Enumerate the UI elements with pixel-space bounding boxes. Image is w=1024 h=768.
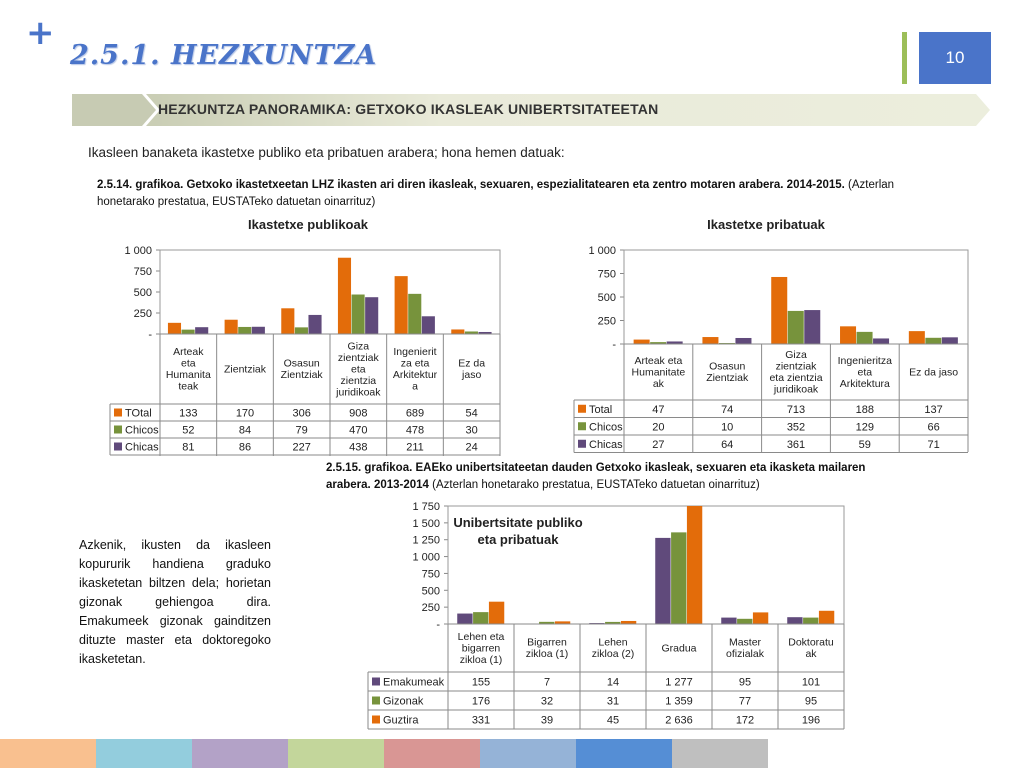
legend-swatch bbox=[114, 426, 122, 434]
bar-chicas bbox=[804, 310, 820, 344]
bar-total bbox=[168, 323, 181, 334]
category-label: Ez da bbox=[458, 357, 486, 370]
data-label: 352 bbox=[786, 421, 806, 434]
category-label: zientzia bbox=[340, 374, 377, 387]
data-label: 84 bbox=[238, 424, 252, 437]
bar-total bbox=[451, 329, 464, 334]
figure-caption-1 bbox=[97, 177, 937, 211]
legend-label: Total bbox=[589, 403, 613, 416]
data-label: 438 bbox=[349, 441, 368, 454]
bar-total bbox=[840, 326, 856, 344]
caption-1-bold: 2.5.14. grafikoa. Getxoko ikastetxeetan LHZ ikasten ari diren ikasleak, sexuaren, espezialitatearen eta zentro motaren arabera. 2014-2015. bbox=[97, 179, 845, 191]
conclusion-paragraph: Azkenik, ikusten da ikasleen kopururik handiena graduko ikasketetan biltzen dela; horietan gizonak gehiengoa dira. Emakumeek gizonak gainditzen dituzte master eta doktoregoko ikasketetan. bbox=[79, 538, 271, 666]
data-label: 59 bbox=[858, 438, 871, 451]
category-label: jaso bbox=[462, 369, 482, 381]
category-label: Osasun bbox=[283, 357, 320, 370]
legend-swatch bbox=[578, 422, 586, 430]
bar-total bbox=[338, 258, 351, 334]
caption-2-bold: 2.5.15. grafikoa. EAEko unibertsitateetan dauden Getxoko ikasleak, sexuaren eta ikasketa mailaren arabera. 2013-2014 bbox=[326, 462, 866, 491]
caption-2-source: (Azterlan honetarako prestatua, EUSTATeko datuetan oinarrituz) bbox=[428, 479, 760, 491]
data-label: 20 bbox=[652, 421, 665, 434]
data-label: 101 bbox=[801, 676, 821, 689]
figure-caption-2 bbox=[326, 460, 886, 494]
legend-swatch bbox=[114, 443, 122, 451]
y-tick-label: 250 bbox=[133, 308, 152, 320]
bar-chicos bbox=[182, 330, 195, 334]
legend-label: Guztira bbox=[383, 714, 419, 727]
data-label: 71 bbox=[927, 438, 940, 451]
category-label: Arteak bbox=[173, 346, 204, 358]
data-label: 14 bbox=[606, 676, 620, 689]
bar-emakumeak bbox=[787, 617, 802, 624]
plot-area-frame bbox=[160, 250, 500, 334]
category-label: Ingenierit bbox=[393, 346, 437, 358]
category-label: Arteak eta bbox=[634, 354, 683, 367]
bar-guztira bbox=[687, 506, 702, 624]
y-tick-label: - bbox=[612, 339, 616, 351]
data-label: 54 bbox=[465, 407, 478, 420]
bar-gizonak bbox=[803, 618, 818, 624]
bar-total bbox=[225, 320, 238, 334]
category-label: eta zientzia bbox=[769, 372, 823, 384]
bar-total bbox=[909, 331, 925, 344]
bottom-color-strip bbox=[0, 739, 768, 768]
data-label: 211 bbox=[406, 441, 424, 454]
bar-chicas bbox=[942, 337, 958, 344]
data-label: 27 bbox=[652, 438, 665, 451]
chart-universities bbox=[360, 496, 850, 732]
strip-block bbox=[192, 739, 288, 768]
slide-title: 2.5.1. HEZKUNTZA bbox=[70, 40, 378, 71]
data-label: 24 bbox=[465, 441, 478, 454]
data-label: 155 bbox=[471, 676, 491, 689]
legend-label: Chicas bbox=[589, 438, 623, 451]
chart-public-schools bbox=[100, 212, 506, 462]
category-label: Giza bbox=[347, 340, 370, 353]
data-label: 1 277 bbox=[665, 676, 693, 689]
y-tick-label: 1 000 bbox=[124, 245, 152, 257]
data-label: 306 bbox=[292, 407, 311, 420]
chart-private-schools bbox=[560, 212, 974, 456]
chart-title: eta pribatuak bbox=[477, 532, 559, 547]
data-label: 2 636 bbox=[665, 714, 693, 727]
y-tick-label: 750 bbox=[133, 266, 152, 278]
category-label: eta bbox=[857, 366, 873, 379]
y-tick-label: 750 bbox=[421, 568, 440, 581]
y-tick-label: 500 bbox=[133, 287, 152, 299]
chart-title: Ikastetxe pribatuak bbox=[707, 217, 825, 232]
bar-guztira bbox=[819, 611, 834, 624]
category-label: juridikoak bbox=[773, 383, 819, 396]
category-label: zikloa (1) bbox=[525, 648, 569, 660]
legend-label: Chicos bbox=[589, 421, 623, 434]
bar-gizonak bbox=[737, 619, 752, 624]
category-label: Ingenieritza bbox=[837, 354, 892, 367]
category-label: Zientziak bbox=[706, 372, 749, 384]
data-label: 39 bbox=[540, 714, 554, 727]
category-label: eta bbox=[181, 357, 196, 370]
data-label: 86 bbox=[238, 441, 252, 454]
strip-block bbox=[576, 739, 672, 768]
intro-text: Ikasleen banaketa ikastetxe publiko eta pribatuen arabera; hona hemen datuak: bbox=[88, 145, 565, 160]
category-label: Doktoratu bbox=[788, 636, 834, 649]
category-label: zientziak bbox=[775, 360, 817, 373]
bar-chicos bbox=[857, 332, 873, 344]
y-tick-label: - bbox=[148, 329, 152, 341]
data-label: 188 bbox=[855, 403, 874, 416]
category-label: Gradua bbox=[661, 642, 697, 655]
legend-swatch bbox=[114, 409, 122, 417]
strip-block bbox=[96, 739, 192, 768]
legend-swatch bbox=[372, 716, 380, 724]
data-label: 478 bbox=[405, 424, 425, 437]
data-label: 172 bbox=[735, 714, 755, 727]
data-label: 227 bbox=[292, 441, 311, 454]
bar-gizonak bbox=[671, 532, 686, 624]
data-label: 95 bbox=[804, 695, 818, 708]
category-label: ak bbox=[805, 648, 817, 660]
data-label: 361 bbox=[786, 438, 806, 451]
category-label: Osasun bbox=[709, 360, 746, 373]
bar-total bbox=[771, 277, 787, 344]
category-label: Ez da jaso bbox=[909, 366, 959, 379]
legend-swatch bbox=[578, 440, 586, 448]
data-label: 196 bbox=[801, 714, 821, 727]
legend-label: Chicas bbox=[125, 441, 159, 454]
bar-chicas bbox=[195, 327, 208, 334]
y-tick-label: 250 bbox=[421, 602, 440, 615]
data-label: 81 bbox=[182, 441, 195, 454]
y-tick-label: - bbox=[436, 619, 440, 631]
category-label: Zientziak bbox=[280, 369, 323, 381]
bar-chicos bbox=[352, 295, 365, 334]
category-label: za eta bbox=[400, 357, 430, 370]
banner-title: HEZKUNTZA PANORAMIKA: GETXOKO IKASLEAK UNIBERTSITATEETAN bbox=[158, 101, 659, 117]
bar-guztira bbox=[753, 612, 768, 624]
data-label: 176 bbox=[471, 695, 491, 708]
data-label: 133 bbox=[179, 407, 198, 420]
data-label: 52 bbox=[182, 424, 195, 437]
category-label: Humanita bbox=[165, 369, 211, 381]
data-label: 45 bbox=[606, 714, 620, 727]
strip-block bbox=[384, 739, 480, 768]
category-label: Humanitate bbox=[631, 366, 686, 379]
chart-title: Unibertsitate publiko bbox=[453, 515, 583, 530]
category-label: juridikoak bbox=[336, 386, 381, 399]
data-label: 331 bbox=[471, 714, 491, 727]
bar-chicas bbox=[308, 315, 321, 334]
bar-chicos bbox=[925, 338, 941, 344]
bar-chicos bbox=[295, 327, 308, 334]
bar-chicos bbox=[788, 311, 804, 344]
legend-label: Chicos bbox=[125, 424, 159, 437]
data-label: 79 bbox=[295, 424, 308, 437]
data-label: 689 bbox=[405, 407, 425, 420]
y-tick-label: 1 000 bbox=[412, 551, 440, 564]
data-label: 47 bbox=[652, 403, 665, 416]
data-label: 129 bbox=[855, 421, 874, 434]
y-tick-label: 1 000 bbox=[588, 245, 616, 257]
category-label: ak bbox=[652, 377, 664, 390]
data-label: 7 bbox=[543, 676, 551, 689]
y-tick-label: 500 bbox=[421, 585, 440, 598]
y-tick-label: 750 bbox=[597, 268, 616, 281]
bar-guztira bbox=[489, 602, 504, 624]
legend-swatch bbox=[372, 697, 380, 705]
chart-title: Ikastetxe publikoak bbox=[248, 217, 368, 232]
category-label: bigarren bbox=[461, 642, 501, 655]
data-label: 95 bbox=[738, 676, 752, 689]
category-label: ofizialak bbox=[726, 648, 764, 660]
data-label: 32 bbox=[540, 695, 554, 708]
bar-emakumeak bbox=[457, 614, 472, 624]
category-label: Arkitektura bbox=[839, 377, 890, 390]
category-label: Lehen eta bbox=[457, 630, 505, 643]
category-label: a bbox=[412, 380, 418, 393]
y-tick-label: 1 500 bbox=[412, 517, 440, 530]
strip-block bbox=[672, 739, 768, 768]
category-label: Zientziak bbox=[223, 363, 267, 376]
data-label: 77 bbox=[738, 695, 752, 708]
strip-block bbox=[288, 739, 384, 768]
legend-swatch bbox=[578, 405, 586, 413]
category-label: zientziak bbox=[337, 351, 379, 364]
strip-block bbox=[0, 739, 96, 768]
category-label: teak bbox=[178, 380, 199, 393]
y-tick-label: 1 250 bbox=[412, 534, 440, 547]
bar-chicos bbox=[408, 294, 421, 334]
category-label: eta bbox=[351, 363, 366, 376]
plus-icon: + bbox=[26, 13, 55, 53]
strip-block bbox=[480, 739, 576, 768]
data-label: 1 359 bbox=[665, 695, 693, 708]
data-label: 74 bbox=[721, 403, 734, 416]
bar-total bbox=[634, 340, 650, 344]
bar-chicas bbox=[873, 338, 889, 344]
bar-gizonak bbox=[473, 612, 488, 624]
data-label: 31 bbox=[606, 695, 620, 708]
bar-chicas bbox=[735, 338, 751, 344]
category-label: Giza bbox=[785, 349, 807, 361]
legend-label: Emakumeak bbox=[383, 676, 445, 689]
data-label: 30 bbox=[465, 424, 478, 437]
category-label: Master bbox=[728, 636, 762, 649]
y-tick-label: 500 bbox=[597, 292, 616, 304]
legend-swatch bbox=[372, 678, 380, 686]
bar-chicas bbox=[252, 327, 265, 334]
bar-chicas bbox=[422, 316, 435, 334]
bar-total bbox=[702, 337, 718, 344]
y-tick-label: 1 750 bbox=[412, 501, 440, 513]
page-number: 10 bbox=[919, 32, 991, 84]
data-label: 10 bbox=[721, 421, 734, 434]
bar-total bbox=[395, 276, 408, 334]
y-tick-label: 250 bbox=[597, 315, 616, 328]
legend-label: TOtal bbox=[125, 407, 152, 420]
bar-emakumeak bbox=[655, 538, 670, 624]
data-label: 170 bbox=[235, 407, 255, 420]
bar-emakumeak bbox=[721, 618, 736, 624]
data-label: 470 bbox=[349, 424, 368, 437]
data-label: 713 bbox=[786, 403, 806, 416]
category-label: Bigarren bbox=[527, 636, 567, 649]
data-label: 137 bbox=[924, 403, 943, 416]
bar-chicas bbox=[365, 297, 378, 334]
data-label: 66 bbox=[927, 421, 940, 434]
caption-1-source: (Azterlan honetarako prestatua, EUSTATeko datuetan oinarrituz) bbox=[97, 179, 895, 208]
bar-chicos bbox=[238, 327, 251, 334]
category-label: Lehen bbox=[598, 636, 628, 649]
accent-divider bbox=[902, 32, 907, 84]
data-label: 908 bbox=[349, 407, 368, 420]
legend-label: Gizonak bbox=[383, 695, 424, 708]
bar-total bbox=[281, 308, 294, 334]
category-label: zikloa (1) bbox=[459, 653, 503, 666]
category-label: zikloa (2) bbox=[591, 648, 635, 660]
category-label: Arkitektur bbox=[392, 369, 438, 381]
data-label: 64 bbox=[721, 438, 734, 451]
